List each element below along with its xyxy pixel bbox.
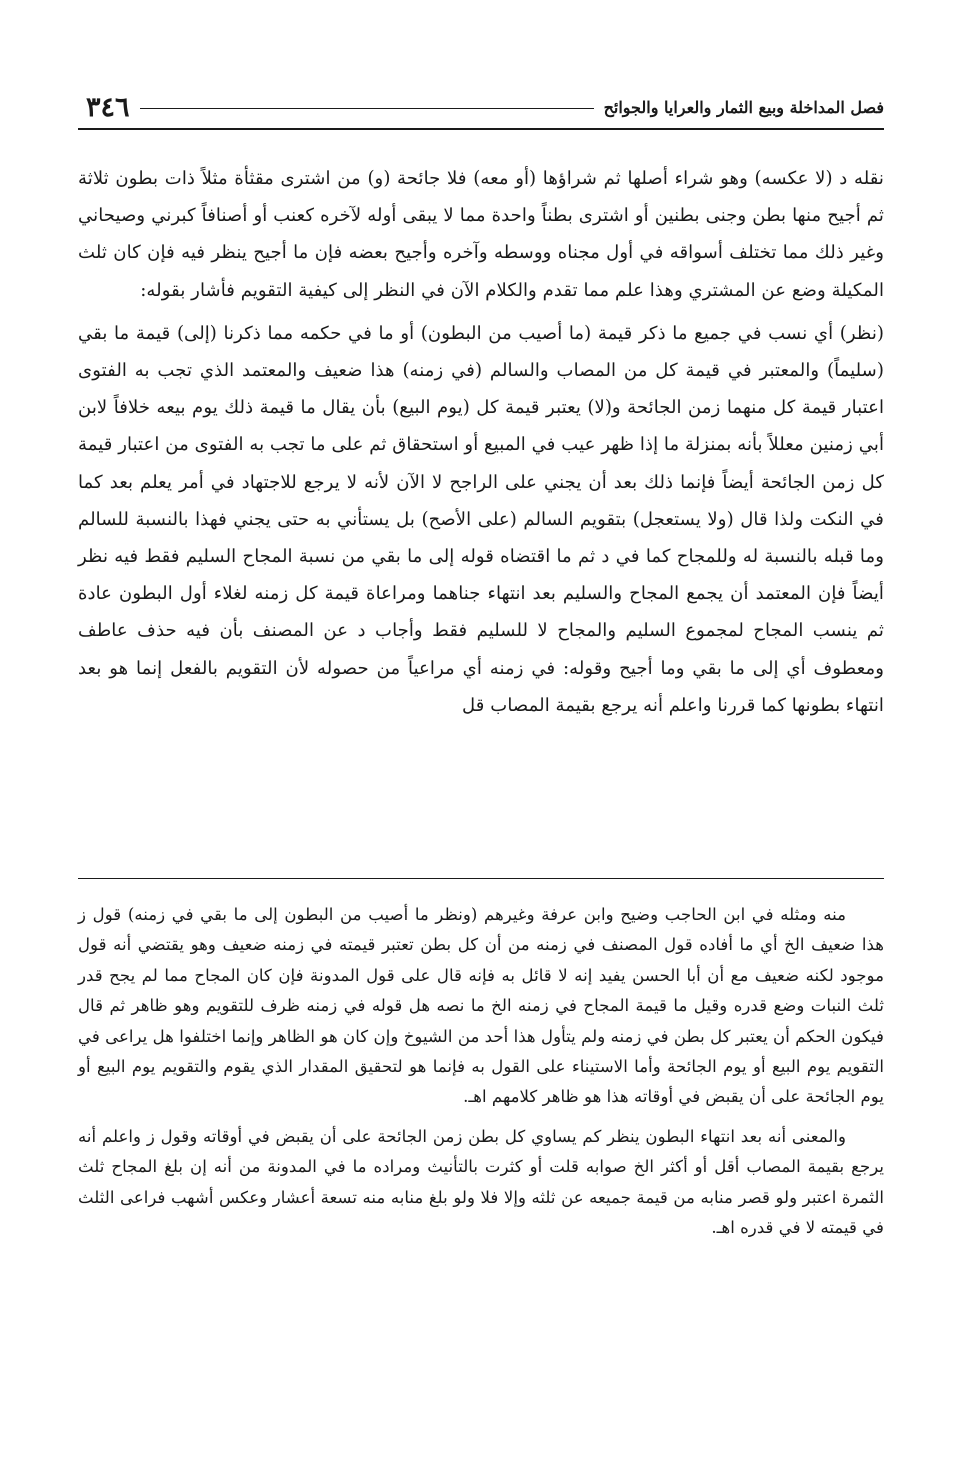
header-divider: [140, 108, 594, 109]
footnote-paragraph: منه ومثله في ابن الحاجب وضيح وابن عرفة وغيرهم (ونظر ما أصيب من البطون إلى ما بقي في زمنه) قول ز هذا ضعيف الخ أي ما أفاده قول المصنف في زمنه من أن كل بطن تعتبر قيمته في زمنه ضعيف وهو يقتضي أنه قول موجود لكنه ضعيف مع أن أبا الحسن يفيد إنه لا قائل به فإنه قال على قول المدونة فإن كان المجاح مما لم يجح قدر ثلث النبات وضع قدره وقيل ما قيمة المجاح في زمنه الخ ما نصه هل قوله في زمنه ظرف للتقويم وهو ظاهر ثم قال فيكون الحكم أن يعتبر كل بطن في زمنه ولم يتأول هذا أحد من الشيوخ وإن كان هو الظاهر وإنما اختلفوا هل يراعى في التقويم يوم البيع أو يوم الجائحة وأما الاستيناء على القول به فإنما هو لتحقيق المقدار الذي يقوم والتقويم يوم البيع أو يوم الجائحة على أن يقبض في أوقاته هذا هو ظاهر كلامهم اهـ.: [78, 905, 884, 1107]
footnotes-section: [78, 900, 884, 1252]
page-number: ٣٤٦: [86, 92, 130, 123]
document-page: [78, 88, 884, 1448]
main-text: [78, 160, 884, 724]
footnote-paragraph: والمعنى أنه بعد انتهاء البطون ينظر كم يساوي كل بطن زمن الجائحة على أن يقبض في أوقاته وقول ز واعلم أنه يرجع بقيمة المصاب أقل أو أكثر الخ صوابه قلت أو كثرت بالتأنيث ومراده ما في المدونة من أنه إن بلغ المجاح ثلث الثمرة اعتبر ولو قصر منابه من قيمة جميعه عن ثلثه وإلا فلا ولو بلغ منابه منه تسعة أعشار وعكس أشهب فراعى الثلث في قيمته لا في قدره اهـ.: [78, 1126, 884, 1238]
chapter-title: فصل المداخلة وبيع الثمار والعرايا والجوائح: [603, 98, 884, 117]
running-header: [78, 88, 884, 130]
body-paragraph: نقله د (لا عكسه) وهو شراء أصلها ثم شراؤها (أو معه) فلا جائحة (و) من اشترى مقثأة مثلاً ذات بطون ثلاثة ثم أجيح منها بطن وجنى بطنين أو اشترى بطناً واحدة مما لا يبقى أوله لآخره كعنب أو أصنافاً كبرني وصيحاني وغير ذلك مما تختلف أسواقه في أول مجناه ووسطه وآخره وأجيح بعضه فإن ما أجيح ينظر فيه فإن كان ثلث المكيلة وضع عن المشتري وهذا علم مما تقدم والكلام الآن في النظر إلى كيفية التقويم فأشار بقوله:: [78, 168, 884, 301]
footnote-separator: [78, 878, 884, 879]
body-paragraph: (نظر) أي نسب في جميع ما ذكر قيمة (ما أصيب من البطون) أو ما في حكمه مما ذكرنا (إلى) قيمة ما بقي (سليماً) والمعتبر في قيمة كل من المصاب والسالم (في زمنه) هذا ضعيف والمعتمد الذي تجب به الفتوى اعتبار قيمة كل منهما زمن الجائحة و(لا) يعتبر قيمة كل (يوم البيع) بأن يقال ما قيمة ذلك يوم بيعه خلافاً لابن أبي زمنين معللاً بأنه بمنزلة ما إذا ظهر عيب في المبيع أو استحقاق ثم على ما تجب به الفتوى من اعتبار قيمة كل زمن الجائحة أيضاً فإنما ذلك بعد أن يجني على الراجح لا الآن لأنه لا يرجع للاجتهاد في أمر يعلم بعد كما في النكت ولذا قال (ولا يستعجل) بتقويم السالم (على الأصح) بل يستأني به حتى يجني فهذا بالنسبة للسالم وما قبله بالنسبة له وللمجاح كما في د ثم ما اقتضاه قوله إلى ما بقي من نسبة المجاح السليم فقط فيه نظر أيضاً فإن المعتمد أن يجمع المجاح والسليم بعد انتهاء جناهما ومراعاة قيمة كل زمنه لغلاء أول البطون عادة ثم ينسب المجاح لمجموع السليم والمجاح لا للسليم فقط وأجاب د عن المصنف بأن فيه حذف عاطف ومعطوف أي إلى ما بقي وما أجيح وقوله: في زمنه أي مراعياً من حصوله لأن التقويم بالفعل إنما هو بعد انتهاء بطونها كما قررنا واعلم أنه يرجع بقيمة المصاب قل: [78, 322, 884, 716]
